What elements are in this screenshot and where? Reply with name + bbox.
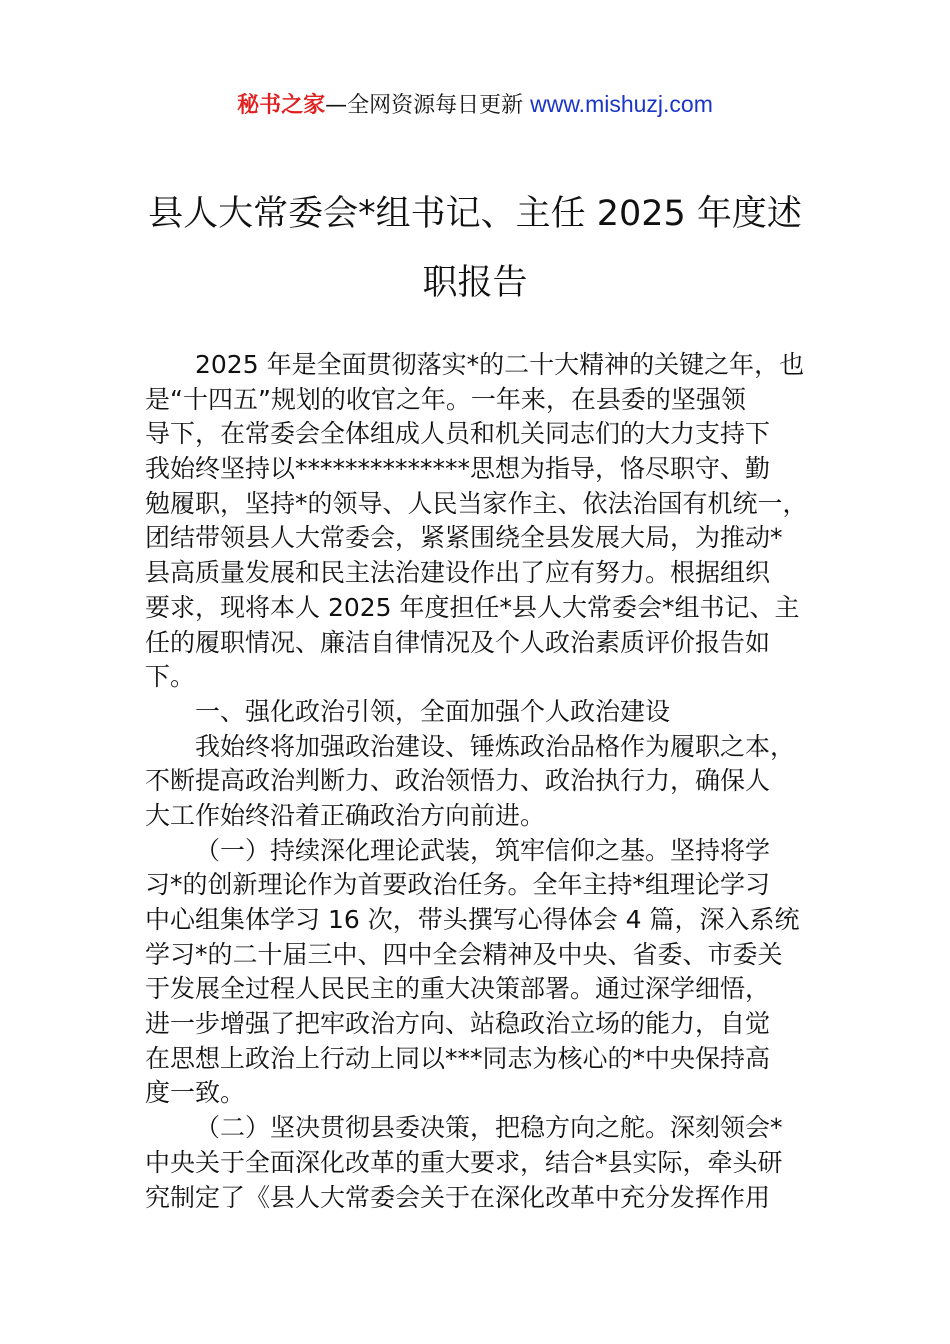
text-line: 我始终坚持以**************思想为指导，恪尽职守、勤 [145, 454, 771, 484]
text-line: 进一步增强了把牢政治方向、站稳政治立场的能力，自觉 [145, 1009, 771, 1039]
text-line: 中心组集体学习 16 次，带头撰写心得体会 4 篇，深入系统 [145, 905, 800, 934]
text-line: 度一致。 [145, 1078, 246, 1108]
text-line: 下。 [145, 662, 196, 692]
text-line: 2025 年是全面贯彻落实*的二十大精神的关键之年，也 [195, 350, 805, 379]
text-line: 任的履职情况、廉洁自律情况及个人政治素质评价报告如 [145, 627, 771, 657]
text-line: （一）持续深化理论武装，筑牢信仰之基。坚持将学 [195, 835, 771, 865]
text-line: （二）坚决贯彻县委决策，把稳方向之舵。深刻领会* [195, 1113, 783, 1143]
text-line: 在思想上政治上行动上同以***同志为核心的*中央保持高 [145, 1043, 771, 1073]
text-line: 导下，在常委会全体组成人员和机关同志们的大力支持下 [145, 419, 771, 449]
site-header [0, 88, 950, 119]
text-line: 我始终将加强政治建设、锤炼政治品格作为履职之本， [195, 731, 796, 761]
text-line: 一、强化政治引领，全面加强个人政治建设 [195, 696, 671, 726]
text-line: 究制定了《县人大常委会关于在深化改革中充分发挥作用 [145, 1182, 771, 1212]
text-line: 于发展全过程人民民主的重大决策部署。通过深学细悟， [145, 974, 771, 1004]
text-line: 学习*的二十届三中、四中全会精神及中央、省委、市委关 [145, 939, 783, 969]
text-line: 要求，现将本人 2025 年度担任*县人大常委会*组书记、主 [145, 592, 800, 622]
text-line: 勉履职，坚持*的领导、人民当家作主、依法治国有机统一， [145, 488, 808, 518]
text-line: 县高质量发展和民主法治建设作出了应有努力。根据组织 [145, 558, 771, 588]
text-line: 是“十四五”规划的收官之年。一年来，在县委的坚强领 [145, 384, 746, 414]
document-body [145, 348, 825, 1215]
text-line: 习*的创新理论作为首要政治任务。全年主持*组理论学习 [145, 870, 771, 900]
brand-name: 秘书之家 [237, 93, 326, 118]
text-line: 中央关于全面深化改革的重大要求，结合*县实际，牵头研 [145, 1147, 783, 1177]
text-line: 不断提高政治判断力、政治领悟力、政治执行力，确保人 [145, 766, 771, 796]
document-title-line-2: 职报告 [422, 263, 528, 303]
text-line: 团结带领县人大常委会，紧紧围绕全县发展大局，为推动* [145, 523, 783, 553]
header-tagline: —全网资源每日更新 [325, 93, 531, 118]
text-line: 大工作始终沿着正确政治方向前进。 [145, 800, 546, 830]
document-title-line-1: 县人大常委会*组书记、主任 2025 年度述 [148, 194, 802, 234]
site-url-link[interactable]: www.mishuzj.com [530, 91, 713, 117]
